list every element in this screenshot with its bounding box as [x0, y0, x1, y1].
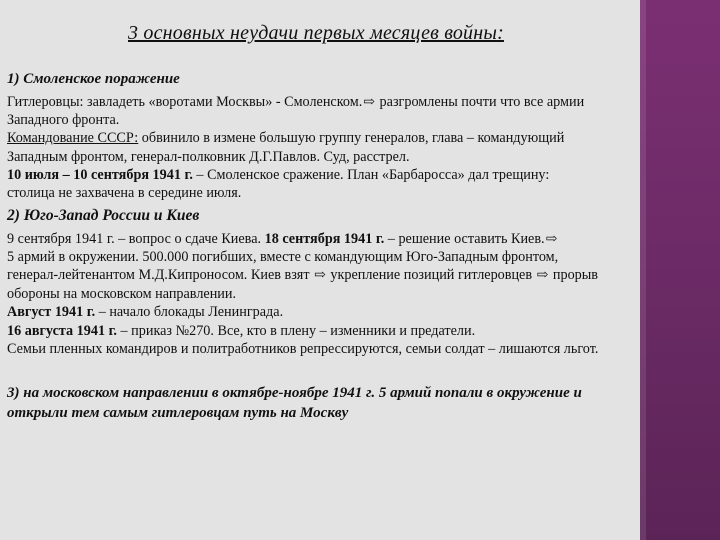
section1-line5: [7, 166, 549, 184]
section1-line1-result: разгромлены почти что все армии: [376, 94, 585, 110]
section3-line1: 3) на московском направлении в октябре-ноябре 1941 г. 5 армий попали в окружение и: [7, 385, 582, 401]
section2-line1: [7, 230, 558, 249]
section1-command-label: Командование СССР:: [7, 130, 139, 146]
section2-line6-text: – приказ №270. Все, кто в плену – изменники и предатели.: [116, 323, 476, 339]
section2-line6: [7, 322, 475, 340]
section1-line5-text: – Смоленское сражение. План «Барбаросса» дал трещину:: [192, 167, 550, 183]
section2-line4: обороны на московском направлении.: [7, 286, 237, 302]
section1-heading: 1) Смоленское поражение: [7, 71, 180, 87]
section2-line2: 5 армий в окружении. 500.000 погибших, вместе с командующим Юго-Западным фронтом,: [7, 249, 559, 265]
section2-heading: 2) Юго-Запад России и Киев: [7, 207, 200, 224]
section1-line4: Западным фронтом, генерал-полковник Д.Г.Павлов. Суд, расстрел.: [7, 149, 410, 165]
section2-line3-mid: укрепление позиций гитлеровцев: [326, 267, 536, 283]
section1-date-range: 10 июля – 10 сентября 1941 г.: [7, 167, 193, 183]
arrow-right-icon: ⇨: [536, 268, 549, 283]
section2-line7: Семьи пленных командиров и политработников репрессируются, семьи солдат – лишаются льгот.: [7, 341, 599, 357]
arrow-right-icon: ⇨: [545, 232, 558, 247]
section2-line5-text: – начало блокады Ленинграда.: [95, 304, 284, 320]
section2-line5: [7, 303, 283, 321]
section2-line3-text: генерал-лейтенантом М.Д.Кипроносом. Киев взят: [7, 267, 314, 283]
section1-line2: Западного фронта.: [7, 112, 120, 128]
section1-line1-text: Гитлеровцы: завладеть «воротами Москвы» - Смоленском.: [7, 94, 363, 110]
section1-line6: столица не захвачена в середине июля.: [7, 185, 242, 201]
section1-line3: [7, 129, 564, 147]
arrow-right-icon: ⇨: [314, 268, 326, 283]
section2-line1-decision: – решение оставить Киев.: [384, 231, 545, 247]
section2-line3: [7, 266, 598, 285]
arrow-right-icon: ⇨: [363, 95, 375, 110]
slide-title: 3 основных неудачи первых месяцев войны:: [128, 22, 504, 44]
section2-date: 18 сентября 1941 г.: [264, 231, 385, 247]
section2-line3-end: прорыв: [549, 267, 598, 283]
section2-order-date: 16 августа 1941 г.: [7, 323, 117, 339]
section3-line2: открыли тем самым гитлеровцам путь на Москву: [7, 405, 349, 421]
section2-august-date: Август 1941 г.: [7, 304, 96, 320]
section1-line3-text: обвинило в измене большую группу генералов, глава – командующий: [138, 130, 565, 146]
decorative-side-bar: [640, 0, 720, 540]
section2-line1-text: 9 сентября 1941 г. – вопрос о сдаче Киева.: [7, 231, 265, 247]
section1-line1: [7, 93, 584, 112]
